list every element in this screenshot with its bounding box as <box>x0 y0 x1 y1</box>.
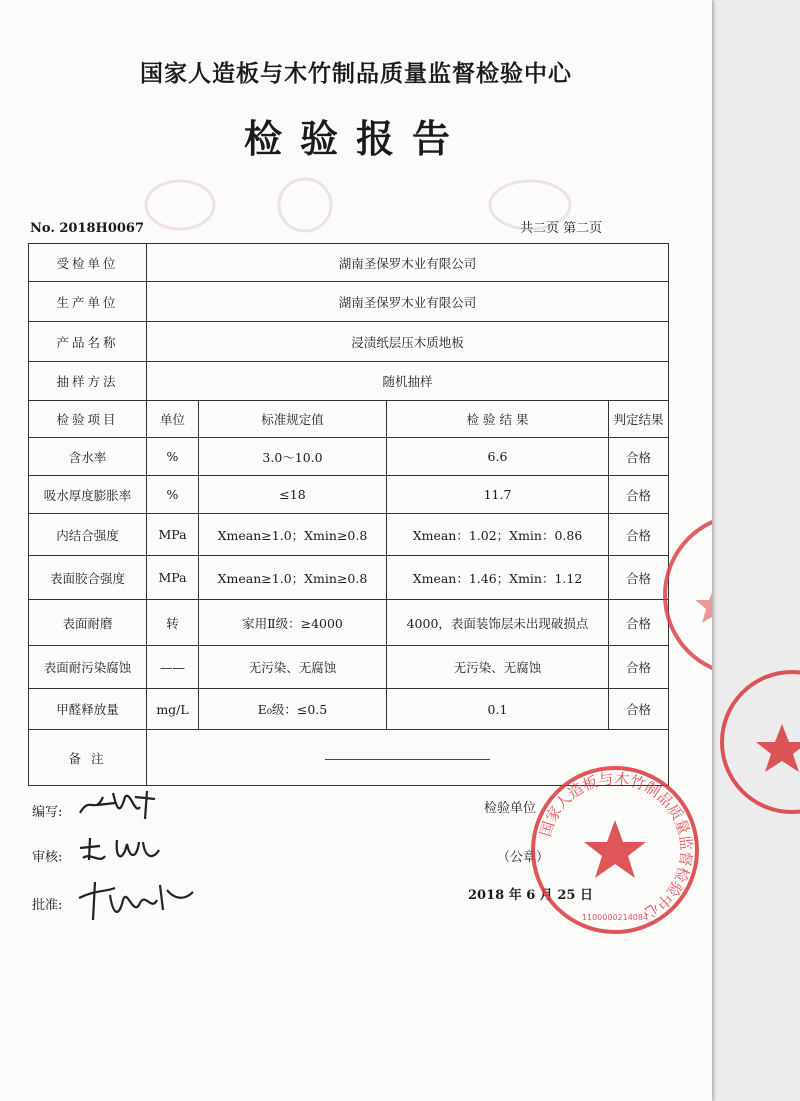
row-item: 甲醛释放量 <box>29 689 147 730</box>
row-standard: 无污染、无腐蚀 <box>199 646 387 689</box>
info-row <box>29 362 669 401</box>
report-number: No. 2018H0067 <box>30 221 145 236</box>
partial-seal-stamp <box>655 505 712 685</box>
watermark-logos <box>140 175 580 235</box>
row-standard: Xmean≥1.0；Xmin≥0.8 <box>199 556 387 600</box>
row-item: 内结合强度 <box>29 514 147 556</box>
info-row <box>29 282 669 322</box>
header-standard: 标准规定值 <box>199 401 387 438</box>
table-row <box>29 689 669 730</box>
row-item: 表面耐污染腐蚀 <box>29 646 147 689</box>
row-item: 表面耐磨 <box>29 600 147 646</box>
row-unit: —— <box>147 646 199 689</box>
row-unit: % <box>147 476 199 514</box>
info-label: 生产单位 <box>29 282 147 322</box>
info-row <box>29 244 669 282</box>
info-value: 随机抽样 <box>147 362 669 401</box>
row-item: 表面胶合强度 <box>29 556 147 600</box>
info-value: 浸渍纸层压木质地板 <box>147 322 669 362</box>
official-seal-stamp <box>527 762 703 938</box>
row-judgement: 合格 <box>609 514 669 556</box>
reviewer-signature <box>75 830 165 870</box>
header-judgement: 判定结果 <box>609 401 669 438</box>
row-item: 含水率 <box>29 438 147 476</box>
approver-label: 批准: <box>32 898 63 913</box>
remarks-blank-line <box>325 758 490 760</box>
background-page <box>700 0 800 1101</box>
header-unit: 单位 <box>147 401 199 438</box>
info-row <box>29 322 669 362</box>
row-result: 0.1 <box>387 689 609 730</box>
row-unit: 转 <box>147 600 199 646</box>
row-result: Xmean：1.02；Xmin：0.86 <box>387 514 609 556</box>
row-result: Xmean：1.46；Xmin：1.12 <box>387 556 609 600</box>
row-unit: % <box>147 438 199 476</box>
inspection-unit-label: 检验单位 <box>484 801 537 816</box>
row-standard: 家用Ⅱ级：≥4000 <box>199 600 387 646</box>
row-standard: ≤18 <box>199 476 387 514</box>
reviewer-label: 审核: <box>32 850 63 865</box>
official-seal-label: （公章） <box>497 850 550 865</box>
column-header-row <box>29 401 669 438</box>
row-item: 吸水厚度膨胀率 <box>29 476 147 514</box>
stamp-text: 国家人造板与木竹制品质量监督检验中心 <box>536 769 696 923</box>
info-label: 产品名称 <box>29 322 147 362</box>
row-standard: E₀级：≤0.5 <box>199 689 387 730</box>
inspection-table <box>28 243 669 786</box>
remarks-label: 备 注 <box>29 730 147 786</box>
row-judgement: 合格 <box>609 476 669 514</box>
row-unit: MPa <box>147 556 199 600</box>
row-judgement: 合格 <box>609 600 669 646</box>
row-unit: mg/L <box>147 689 199 730</box>
report-title: 检验报告 <box>243 117 468 161</box>
organization-name: 国家人造板与木竹制品质量监督检验中心 <box>140 61 572 87</box>
compiler-signature <box>75 785 165 825</box>
back-page-stamp <box>712 662 800 822</box>
row-result: 4000，表面装饰层未出现破损点 <box>387 600 609 646</box>
table-row <box>29 476 669 514</box>
row-result: 6.6 <box>387 438 609 476</box>
row-judgement: 合格 <box>609 646 669 689</box>
info-value: 湖南圣保罗木业有限公司 <box>147 244 669 282</box>
page-info: 共二页 第二页 <box>520 221 603 236</box>
table-row <box>29 514 669 556</box>
table-row <box>29 438 669 476</box>
row-unit: MPa <box>147 514 199 556</box>
approver-signature <box>75 870 205 930</box>
stamp-number: 1100000214084 <box>581 913 649 922</box>
info-label: 抽样方法 <box>29 362 147 401</box>
header-item: 检验项目 <box>29 401 147 438</box>
row-judgement: 合格 <box>609 689 669 730</box>
report-date: 2018 年 6 月 25 日 <box>468 888 593 903</box>
row-result: 无污染、无腐蚀 <box>387 646 609 689</box>
table-row <box>29 646 669 689</box>
row-judgement: 合格 <box>609 556 669 600</box>
table-row <box>29 556 669 600</box>
row-result: 11.7 <box>387 476 609 514</box>
info-label: 受检单位 <box>29 244 147 282</box>
compiler-label: 编写: <box>32 805 63 820</box>
info-value: 湖南圣保罗木业有限公司 <box>147 282 669 322</box>
row-judgement: 合格 <box>609 438 669 476</box>
row-standard: Xmean≥1.0；Xmin≥0.8 <box>199 514 387 556</box>
row-standard: 3.0～10.0 <box>199 438 387 476</box>
table-row <box>29 600 669 646</box>
header-result: 检 验 结 果 <box>387 401 609 438</box>
